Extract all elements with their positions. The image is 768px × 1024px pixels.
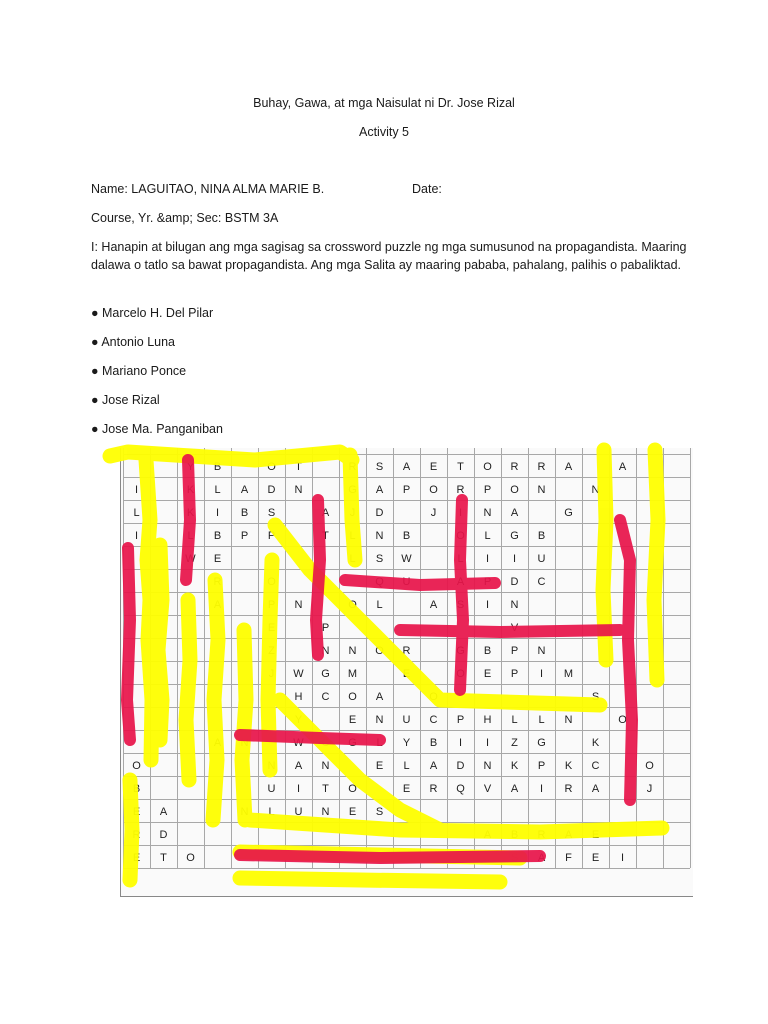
puzzle-letter: E [429,461,438,473]
puzzle-letter: N [294,484,303,496]
puzzle-letter: R [510,461,519,473]
puzzle-letter: C [429,714,438,726]
puzzle-letter: A [537,852,546,864]
puzzle-letter: P [267,530,276,542]
propagandist-item: ● Marcelo H. Del Pilar [91,306,214,320]
puzzle-letter: B [213,530,222,542]
puzzle-letter: J [430,507,437,519]
puzzle-letter: E [402,668,411,680]
grid-line [123,638,690,639]
puzzle-letter: B [240,507,249,519]
puzzle-letter: A [294,760,303,772]
puzzle-letter: L [349,553,356,565]
puzzle-letter: O [132,760,141,772]
puzzle-letter: C [483,852,492,864]
puzzle-letter: J [646,783,653,795]
puzzle-letter: A [321,507,330,519]
puzzle-letter: I [485,553,490,565]
puzzle-letter: A [483,829,492,841]
puzzle-letter: B [483,645,492,657]
puzzle-letter: R [402,645,411,657]
puzzle-letter: S [456,599,465,611]
puzzle-letter: O [483,461,492,473]
puzzle-letter: C [537,576,546,588]
puzzle-letter: I [539,668,544,680]
puzzle-letter: E [402,783,411,795]
propagandist-item: ● Jose Ma. Panganiban [91,422,223,436]
grid-line [690,448,691,868]
puzzle-letter: I [485,599,490,611]
puzzle-letter: E [591,829,600,841]
puzzle-letter: E [132,852,141,864]
puzzle-letter: N [537,645,546,657]
puzzle-letter: O [456,530,465,542]
puzzle-letter: P [510,645,519,657]
puzzle-letter: Q [456,783,465,795]
puzzle-letter: U [267,783,276,795]
puzzle-letter: A [456,576,465,588]
puzzle-letter: N [483,760,492,772]
puzzle-letter: P [483,576,492,588]
puzzle-letter: U [402,576,411,588]
puzzle-letter: S [591,691,600,703]
puzzle-letter: P [402,484,411,496]
puzzle-letter: U [294,806,303,818]
puzzle-letter: G [537,737,546,749]
puzzle-letter: T [160,852,167,864]
grid-line [123,454,690,455]
puzzle-letter: I [134,484,139,496]
puzzle-letter: E [591,852,600,864]
puzzle-letter: M [563,668,574,680]
puzzle-letter: R [456,484,465,496]
puzzle-letter: O [375,645,384,657]
puzzle-letter: Z [511,737,518,749]
puzzle-letter: A [213,737,222,749]
puzzle-letter: W [293,737,304,749]
puzzle-letter: B [402,530,411,542]
puzzle-letter: E [483,668,492,680]
puzzle-letter: K [564,760,573,772]
puzzle-letter: J [268,668,275,680]
puzzle-letter: S [510,852,519,864]
puzzle-letter: L [403,760,410,772]
puzzle-letter: T [322,783,329,795]
puzzle-letter: I [485,737,490,749]
puzzle-letter: L [268,806,275,818]
puzzle-letter: R [564,783,573,795]
puzzle-letter: G [510,530,519,542]
grid-line [609,448,610,868]
word-search-puzzle [120,448,693,897]
puzzle-letter: I [539,783,544,795]
puzzle-letter: D [267,484,276,496]
puzzle-letter: E [132,806,141,818]
propagandist-item: ● Jose Rizal [91,393,160,407]
puzzle-letter: K [186,507,195,519]
puzzle-letter: E [375,760,384,772]
puzzle-letter: A [213,599,222,611]
puzzle-letter: C [321,737,330,749]
puzzle-letter: I [458,507,463,519]
puzzle-letter: D [456,852,465,864]
puzzle-letter: U [402,714,411,726]
puzzle-letter: T [322,530,329,542]
puzzle-letter: Q [375,576,384,588]
puzzle-letter: A [240,484,249,496]
puzzle-letter: D [375,507,384,519]
puzzle-letter: O [348,599,357,611]
puzzle-letter: N [321,806,330,818]
puzzle-letter: C [321,691,330,703]
puzzle-letter: P [267,599,276,611]
puzzle-letter: P [483,484,492,496]
puzzle-letter: N [375,714,384,726]
puzzle-letter: P [537,760,546,772]
puzzle-letter: Y [402,737,411,749]
puzzle-letter: G [348,737,357,749]
puzzle-letter: P [321,622,330,634]
puzzle-letter: O [618,714,627,726]
puzzle-letter: A [429,599,438,611]
puzzle-letter: N [240,737,249,749]
puzzle-letter: N [267,760,276,772]
puzzle-letter: G [564,507,573,519]
puzzle-letter: A [402,461,411,473]
puzzle-letter: N [321,760,330,772]
puzzle-letter: A [564,829,573,841]
puzzle-letter: R [132,829,141,841]
puzzle-letter: A [564,461,573,473]
puzzle-letter: Z [268,645,275,657]
puzzle-letter: N [537,484,546,496]
puzzle-letter: O [645,760,654,772]
puzzle-letter: O [267,576,276,588]
puzzle-letter: V [483,783,492,795]
grid-line [582,448,583,868]
puzzle-letter: K [591,737,600,749]
puzzle-letter: N [510,599,519,611]
puzzle-letter: O [267,461,276,473]
puzzle-letter: L [349,530,356,542]
puzzle-letter: I [296,783,301,795]
puzzle-letter: I [512,553,517,565]
puzzle-letter: A [618,461,627,473]
puzzle-letter: L [133,507,140,519]
puzzle-letter: B [537,530,546,542]
puzzle-letter: N [483,507,492,519]
puzzle-letter: G [348,484,357,496]
puzzle-letter: L [457,553,464,565]
puzzle-letter: B [429,737,438,749]
grid-line [123,822,690,823]
puzzle-letter: I [458,737,463,749]
puzzle-letter: M [347,668,358,680]
puzzle-letter: O [186,852,195,864]
document-title: Buhay, Gawa, at mga Naisulat ni Dr. Jose Rizal [253,96,515,110]
activity-label: Activity 5 [358,125,409,139]
puzzle-letter: A [429,760,438,772]
puzzle-letter: E [348,714,357,726]
puzzle-letter: P [240,530,249,542]
puzzle-letter: P [456,714,465,726]
puzzle-letter: C [591,760,600,772]
puzzle-letter: N [348,645,357,657]
puzzle-letter: B [510,829,519,841]
instructions: I: Hanapin at bilugan ang mga sagisag sa crossword puzzle ng mga sumusunod na propagandista. Maaring dalawa o tatlo sa bawat propagandista. Ang mga Salita ay maaring pababa, pahalang, palihis o pabaliktad. [91,240,687,272]
puzzle-letter: V [510,622,519,634]
puzzle-letter: L [214,484,221,496]
puzzle-letter: G [456,645,465,657]
puzzle-letter: Y [294,714,303,726]
puzzle-letter: A [591,783,600,795]
puzzle-letter: D [510,576,519,588]
puzzle-letter: J [349,507,356,519]
puzzle-letter: N [375,530,384,542]
puzzle-letter: A [510,783,519,795]
puzzle-letter: E [348,806,357,818]
puzzle-letter: S [375,806,384,818]
puzzle-letter: N [240,806,249,818]
grid-line [663,448,664,868]
propagandist-item: ● Antonio Luna [91,335,176,349]
puzzle-letter: H [294,691,303,703]
puzzle-letter: L [484,530,491,542]
puzzle-letter: W [185,553,196,565]
puzzle-letter: N [294,599,303,611]
student-name: Name: LAGUITAO, NINA ALMA MARIE B. [91,182,325,196]
puzzle-letter: B [132,783,141,795]
puzzle-letter: N [564,714,573,726]
puzzle-letter: N [591,484,600,496]
puzzle-letter: L [376,599,383,611]
puzzle-letter: G [321,668,330,680]
puzzle-letter: K [186,484,195,496]
puzzle-letter: A [510,507,519,519]
course-section: Course, Yr. &amp; Sec: BSTM 3A [91,211,279,225]
puzzle-letter: R [429,783,438,795]
puzzle-letter: H [483,714,492,726]
puzzle-letter: R [348,461,357,473]
puzzle-letter: I [215,507,220,519]
puzzle-letter: S [267,507,276,519]
puzzle-letter: R [213,576,222,588]
puzzle-letter: A [375,484,384,496]
puzzle-letter: O [429,484,438,496]
puzzle-letter: R [537,461,546,473]
puzzle-letter: U [537,553,546,565]
puzzle-letter: E [213,553,222,565]
puzzle-letter: L [187,530,194,542]
puzzle-letter: R [537,829,546,841]
grid-line [636,448,637,868]
puzzle-letter: S [375,461,384,473]
puzzle-letter: K [510,760,519,772]
puzzle-letter: Y [186,461,195,473]
puzzle-letter: P [510,668,519,680]
puzzle-letter: W [293,668,304,680]
puzzle-letter: F [565,852,572,864]
puzzle-letter: T [457,461,464,473]
puzzle-letter: W [401,553,412,565]
puzzle-letter: E [267,622,276,634]
puzzle-letter: O [348,783,357,795]
propagandist-item: ● Mariano Ponce [91,364,187,378]
puzzle-letter: O [456,668,465,680]
puzzle-letter: A [375,691,384,703]
puzzle-letter: O [429,691,438,703]
puzzle-letter: N [321,645,330,657]
puzzle-letter: O [510,484,519,496]
puzzle-letter: L [538,714,545,726]
puzzle-letter: S [375,553,384,565]
puzzle-letter: L [376,737,383,749]
puzzle-letter: D [159,829,168,841]
puzzle-grid [121,448,693,896]
puzzle-letter: L [511,714,518,726]
puzzle-letter: T [295,461,302,473]
puzzle-letter: B [213,461,222,473]
puzzle-letter: I [134,530,139,542]
puzzle-letter: A [159,806,168,818]
puzzle-letter: I [620,852,625,864]
date-field: Date: [412,182,442,196]
puzzle-letter: D [456,760,465,772]
puzzle-letter: O [348,691,357,703]
